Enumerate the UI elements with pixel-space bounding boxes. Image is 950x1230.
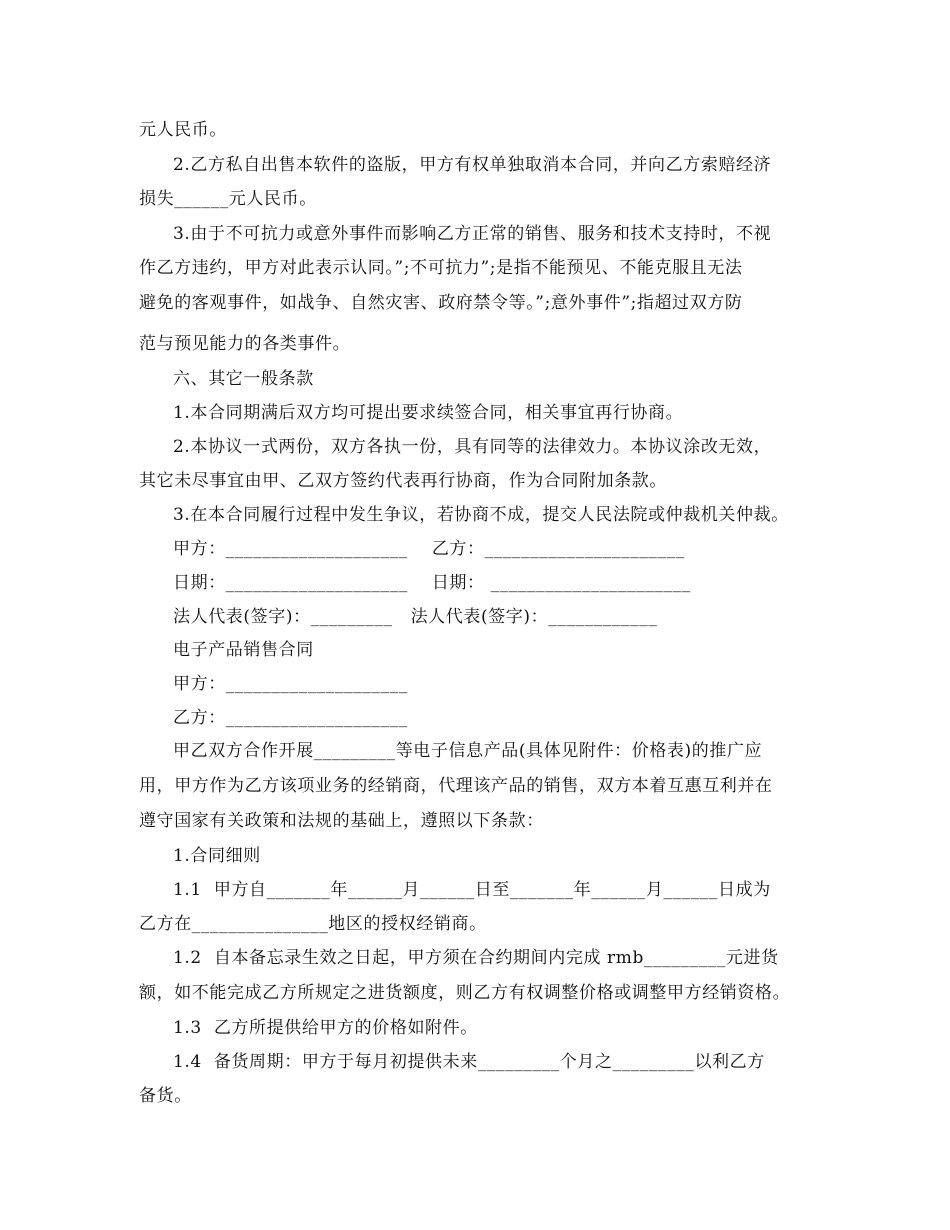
text-line: 3.由于不可抗力或意外事件而影响乙方正常的销售、服务和技术支持时，不视 [173, 224, 772, 244]
text-line: 甲乙双方合作开展_________等电子信息产品(具体见附件：价格表)的推广应 [173, 741, 763, 761]
text-line: 2.乙方私自出售本软件的盗版，甲方有权单独取消本合同，并向乙方索赔经济 [173, 155, 772, 175]
text-line: 2.本协议一式两份，双方各执一份，具有同等的法律效力。本协议涂改无效， [173, 437, 772, 457]
text-line: 避免的客观事件，如战争、自然灾害、政府禁令等。”;意外事件”;指超过双方防 [139, 293, 743, 313]
clause-line: 1.3 乙方所提供给甲方的价格如附件。 [173, 1018, 478, 1038]
text-line: 用，甲方作为乙方该项业务的经销商，代理该产品的销售，双方本着互惠互利并在 [139, 776, 773, 796]
text-line: 元人民币。 [139, 120, 227, 140]
signature-line-representative: 法人代表(签字)：_________ 法人代表(签字)：____________ [173, 607, 658, 627]
party-a-line: 甲方：____________________ [173, 674, 408, 694]
section-heading: 六、其它一般条款 [173, 369, 314, 389]
signature-line-date: 日期：____________________ 日期： ______________________ [173, 573, 691, 593]
text-line: 备货。 [139, 1086, 192, 1106]
text-line: 范与预见能力的各类事件。 [139, 334, 351, 354]
text-line: 1.本合同期满后双方均可提出要求续签合同，相关事宜再行协商。 [173, 403, 684, 423]
text-line: 额，如不能完成乙方所规定之进货额度，则乙方有权调整价格或调整甲方经销资格。 [139, 983, 791, 1003]
signature-line-party: 甲方：____________________ 乙方：______________________ [173, 539, 685, 559]
document-title: 电子产品销售合同 [173, 640, 314, 660]
clause-line: 1.1 甲方自_______年______月______日至_______年______月______日成为 [173, 880, 771, 900]
text-line: 其它未尽事宜由甲、乙双方签约代表再行协商，作为合同附加条款。 [139, 471, 667, 491]
party-b-line: 乙方：____________________ [173, 708, 408, 728]
text-line: 损失______元人民币。 [139, 189, 317, 209]
text-line: 3.在本合同履行过程中发生争议，若协商不成，提交人民法院或仲裁机关仲裁。 [173, 505, 789, 525]
text-line: 乙方在_______________地区的授权经销商。 [139, 914, 487, 934]
text-line: 作乙方违约，甲方对此表示认同。”;不可抗力”;是指不能预见、不能克服且无法 [139, 258, 743, 278]
text-line: 遵守国家有关政策和法规的基础上，遵照以下条款： [139, 811, 544, 831]
section-heading: 1.合同细则 [173, 846, 261, 866]
clause-line: 1.4 备货周期：甲方于每月初提供未来_________个月之_________以利乙方 [173, 1052, 765, 1072]
clause-line: 1.2 自本备忘录生效之日起，甲方须在合约期间内完成 rmb_________元进货 [173, 948, 779, 968]
